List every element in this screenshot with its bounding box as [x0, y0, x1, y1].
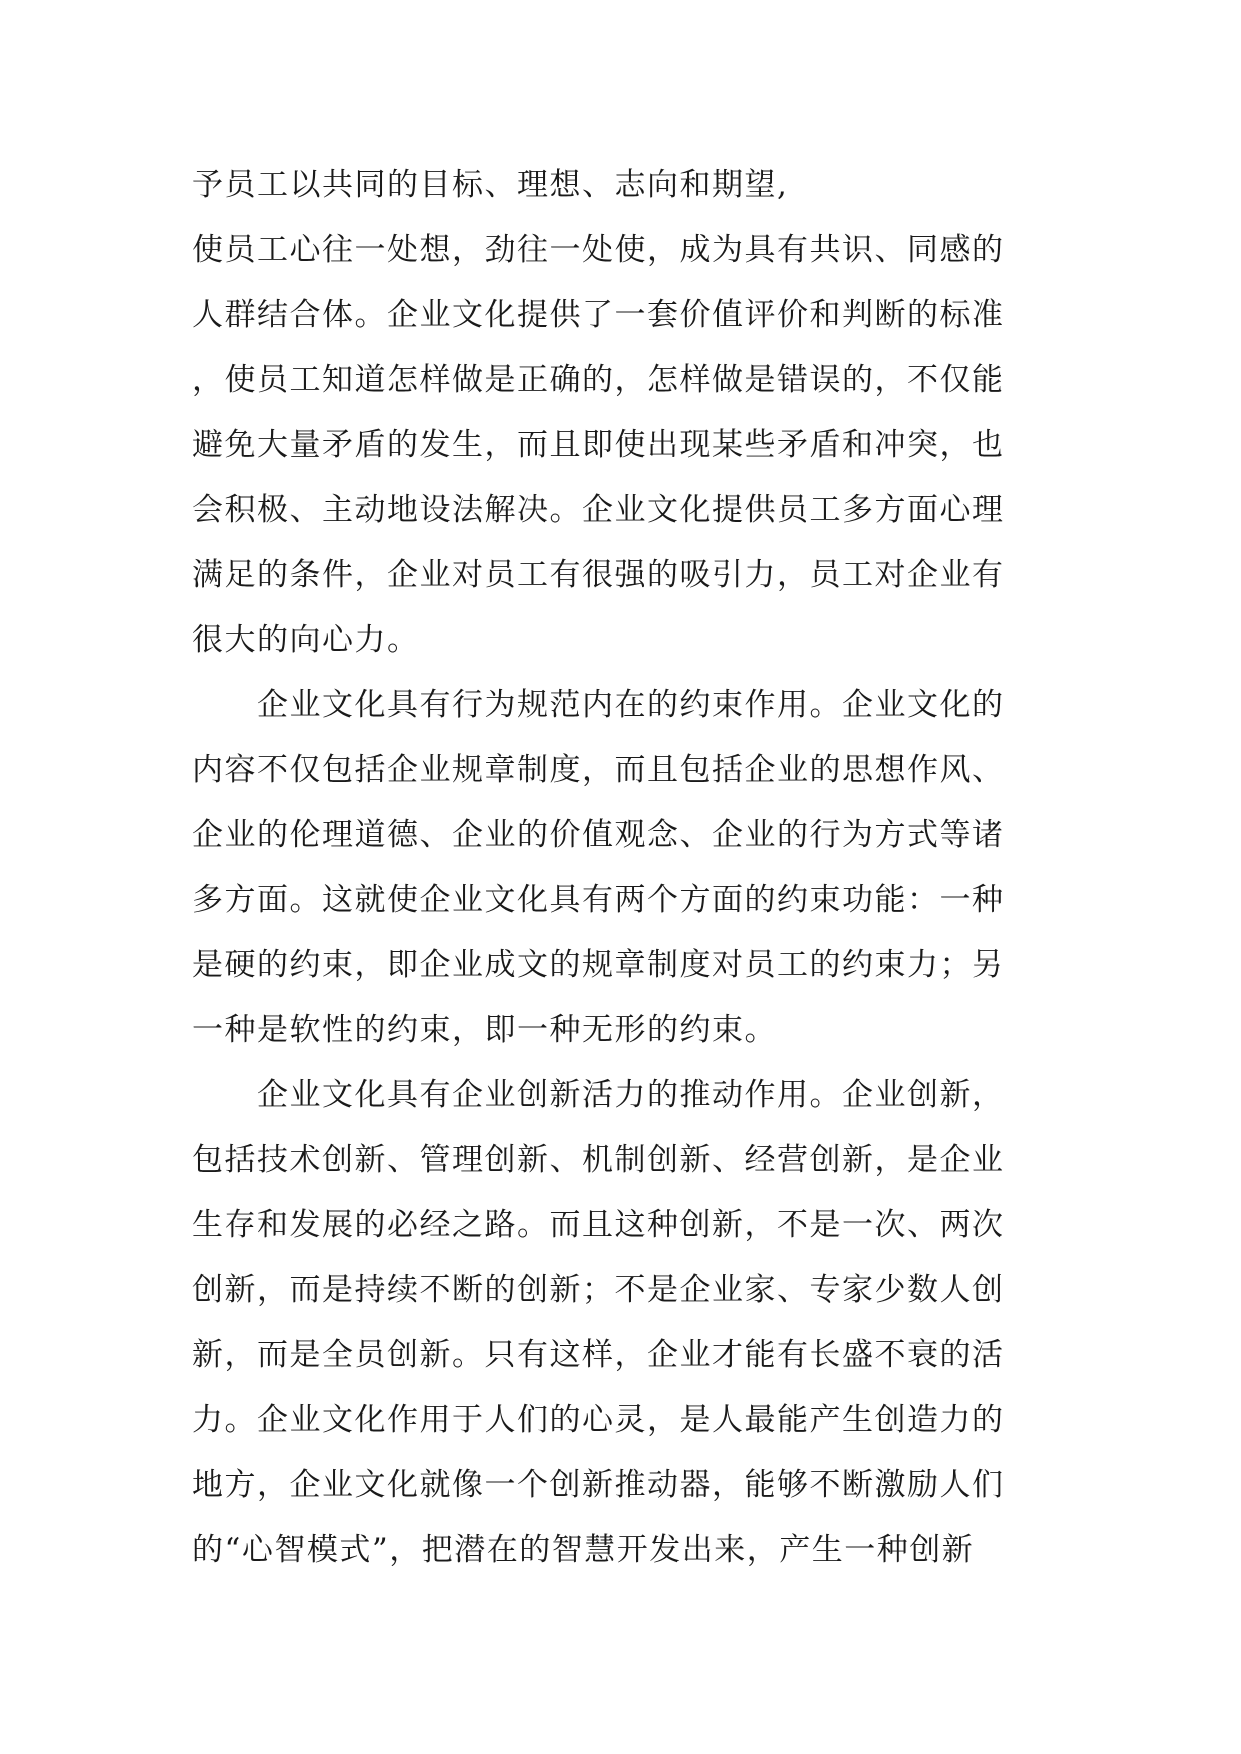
text-line: 人群结合体。企业文化提供了一套价值评价和判断的标准	[192, 297, 1005, 333]
text-line: 会积极、主动地设法解决。企业文化提供员工多方面心理	[192, 492, 1005, 528]
text-line: 很大的向心力。	[192, 622, 420, 658]
text-line: 满足的条件，企业对员工有很强的吸引力，员工对企业有	[192, 557, 1005, 593]
text-line: 一种是软性的约束，即一种无形的约束。	[192, 1012, 777, 1048]
text-line: 地方，企业文化就像一个创新推动器，能够不断激励人们	[192, 1467, 1005, 1503]
body-text	[192, 158, 1032, 1588]
text-line: 企业的伦理道德、企业的价值观念、企业的行为方式等诸	[192, 817, 1005, 853]
text-line: 避免大量矛盾的发生，而且即使出现某些矛盾和冲突，也	[192, 427, 1005, 463]
text-line: 企业文化具有行为规范内在的约束作用。企业文化的	[192, 687, 1005, 723]
text-line: 企业文化具有企业创新活力的推动作用。企业创新，	[192, 1077, 1005, 1113]
text-line: 使员工心往一处想，劲往一处使，成为具有共识、同感的	[192, 232, 1005, 268]
text-line: 的“心智模式”，把潜在的智慧开发出来，产生一种创新	[192, 1532, 975, 1568]
text-line: 新，而是全员创新。只有这样，企业才能有长盛不衰的活	[192, 1337, 1005, 1373]
text-line: 创新，而是持续不断的创新；不是企业家、专家少数人创	[192, 1272, 1005, 1308]
text-line: 生存和发展的必经之路。而且这种创新，不是一次、两次	[192, 1207, 1005, 1243]
text-line: ，使员工知道怎样做是正确的，怎样做是错误的，不仅能	[192, 362, 1005, 398]
text-line: 多方面。这就使企业文化具有两个方面的约束功能：一种	[192, 882, 1005, 918]
text-line: 力。企业文化作用于人们的心灵，是人最能产生创造力的	[192, 1402, 1005, 1438]
text-line: 包括技术创新、管理创新、机制创新、经营创新，是企业	[192, 1142, 1005, 1178]
text-line: 是硬的约束，即企业成文的规章制度对员工的约束力；另	[192, 947, 1005, 983]
text-line: 内容不仅包括企业规章制度，而且包括企业的思想作风、	[192, 752, 1005, 788]
text-line: 予员工以共同的目标、理想、志向和期望,	[192, 167, 789, 203]
